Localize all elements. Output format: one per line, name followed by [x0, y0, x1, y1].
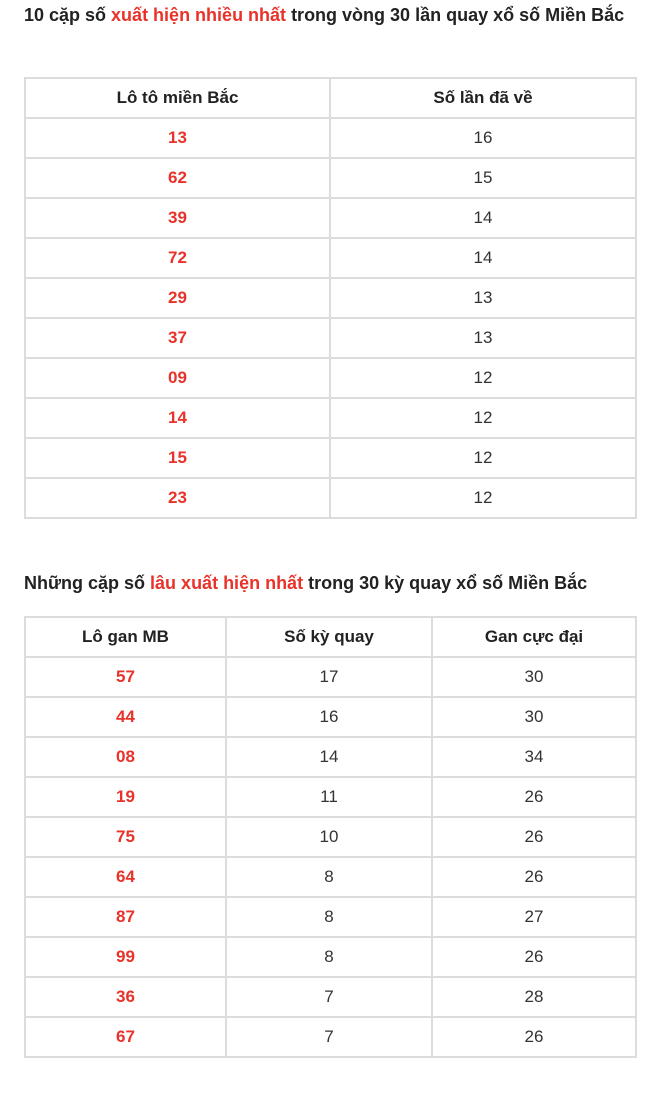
- lotto-number: 67: [25, 1017, 226, 1057]
- table-row: [25, 318, 636, 358]
- draw-count: 8: [226, 937, 432, 977]
- table-row: [25, 857, 636, 897]
- lotto-number: 62: [25, 158, 330, 198]
- lotto-number: 15: [25, 438, 330, 478]
- max-gap: 27: [432, 897, 636, 937]
- table-row: [25, 478, 636, 518]
- draw-count: 10: [226, 817, 432, 857]
- heading-suffix: trong 30 kỳ quay xổ số Miền Bắc: [303, 573, 588, 593]
- appear-count: 16: [330, 118, 636, 158]
- appear-count: 14: [330, 238, 636, 278]
- table-row: [25, 657, 636, 697]
- lotto-number: 39: [25, 198, 330, 238]
- lotto-number: 08: [25, 737, 226, 777]
- max-gap: 26: [432, 937, 636, 977]
- max-gap: 26: [432, 1017, 636, 1057]
- lotto-number: 75: [25, 817, 226, 857]
- column-header-draws: Số kỳ quay: [226, 617, 432, 657]
- max-gap: 28: [432, 977, 636, 1017]
- table-row: [25, 118, 636, 158]
- table-row: [25, 777, 636, 817]
- lotto-number: 64: [25, 857, 226, 897]
- draw-count: 8: [226, 897, 432, 937]
- long-absent-table: [24, 616, 637, 1058]
- max-gap: 34: [432, 737, 636, 777]
- table-row: [25, 398, 636, 438]
- lotto-number: 44: [25, 697, 226, 737]
- table-row: [25, 897, 636, 937]
- appear-count: 13: [330, 318, 636, 358]
- max-gap: 26: [432, 817, 636, 857]
- max-gap: 30: [432, 697, 636, 737]
- column-header-number: Lô gan MB: [25, 617, 226, 657]
- table-row: [25, 158, 636, 198]
- lotto-number: 09: [25, 358, 330, 398]
- table-row: [25, 198, 636, 238]
- appear-count: 12: [330, 438, 636, 478]
- table-row: [25, 977, 636, 1017]
- section-heading-most-frequent: [24, 0, 636, 30]
- heading-prefix: Những cặp số: [24, 573, 151, 593]
- draw-count: 7: [226, 977, 432, 1017]
- draw-count: 7: [226, 1017, 432, 1057]
- draw-count: 16: [226, 697, 432, 737]
- appear-count: 12: [330, 398, 636, 438]
- lotto-number: 72: [25, 238, 330, 278]
- table-row: [25, 697, 636, 737]
- column-header-number: Lô tô miền Bắc: [25, 78, 330, 118]
- heading-prefix: 10 cặp số: [24, 5, 112, 25]
- heading-highlight: lâu xuất hiện nhất: [150, 573, 304, 593]
- lotto-number: 87: [25, 897, 226, 937]
- max-gap: 30: [432, 657, 636, 697]
- most-frequent-table: [24, 77, 637, 519]
- appear-count: 12: [330, 478, 636, 518]
- table-header-row: [25, 617, 636, 657]
- lotto-number: 14: [25, 398, 330, 438]
- lotto-number: 99: [25, 937, 226, 977]
- lotto-number: 23: [25, 478, 330, 518]
- heading-highlight: xuất hiện nhiều nhất: [111, 5, 287, 25]
- appear-count: 13: [330, 278, 636, 318]
- appear-count: 15: [330, 158, 636, 198]
- section-heading-long-absent: [24, 568, 636, 598]
- table-row: [25, 737, 636, 777]
- max-gap: 26: [432, 777, 636, 817]
- table-row: [25, 1017, 636, 1057]
- draw-count: 17: [226, 657, 432, 697]
- max-gap: 26: [432, 857, 636, 897]
- lotto-number: 13: [25, 118, 330, 158]
- column-header-max-gap: Gan cực đại: [432, 617, 636, 657]
- lotto-number: 19: [25, 777, 226, 817]
- lotto-number: 37: [25, 318, 330, 358]
- table-row: [25, 358, 636, 398]
- draw-count: 8: [226, 857, 432, 897]
- table-row: [25, 817, 636, 857]
- lotto-number: 57: [25, 657, 226, 697]
- table-row: [25, 278, 636, 318]
- draw-count: 14: [226, 737, 432, 777]
- table-row: [25, 438, 636, 478]
- column-header-count: Số lần đã về: [330, 78, 636, 118]
- heading-suffix: trong vòng 30 lần quay xổ số Miền Bắc: [286, 5, 625, 25]
- appear-count: 14: [330, 198, 636, 238]
- table-header-row: [25, 78, 636, 118]
- table-row: [25, 937, 636, 977]
- appear-count: 12: [330, 358, 636, 398]
- lotto-number: 29: [25, 278, 330, 318]
- draw-count: 11: [226, 777, 432, 817]
- lotto-number: 36: [25, 977, 226, 1017]
- table-row: [25, 238, 636, 278]
